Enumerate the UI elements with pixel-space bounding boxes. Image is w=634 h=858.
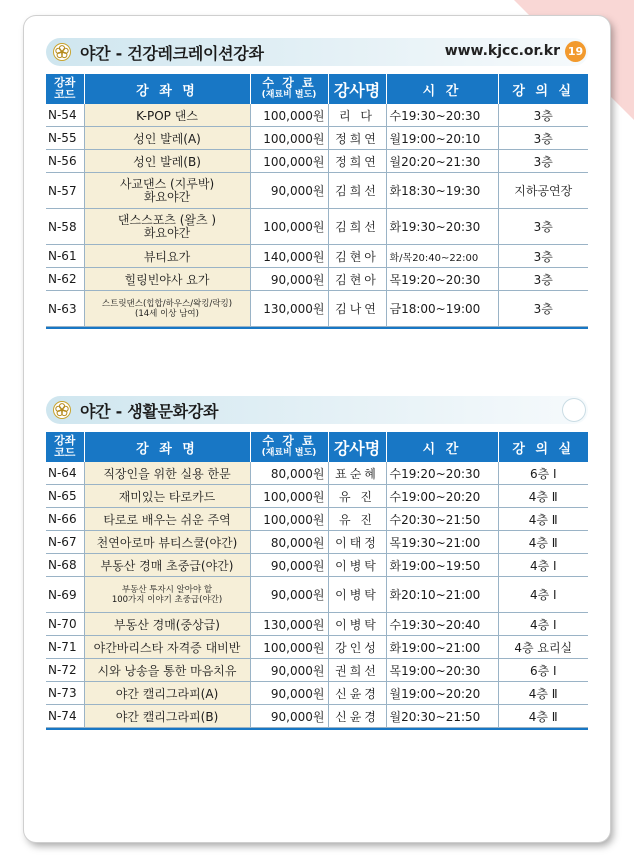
header-fee-line: 수 강 료 [262, 76, 316, 90]
course-code: N-64 [46, 462, 84, 485]
course-name-line: 야간바리스타 자격증 대비반 [93, 640, 241, 655]
class-time: 월19:00~20:20 [386, 682, 498, 705]
classroom: 4층 Ⅱ [498, 682, 588, 705]
course-fee: 100,000원 [250, 127, 328, 150]
course-code: N-62 [46, 268, 84, 291]
course-name [84, 682, 250, 705]
course-fee: 90,000원 [250, 554, 328, 577]
teacher-name: 유 진 [328, 508, 386, 531]
header-fee [250, 74, 328, 104]
classroom: 3층 [498, 127, 588, 150]
course-fee: 140,000원 [250, 245, 328, 268]
course-fee: 90,000원 [250, 268, 328, 291]
course-code: N-70 [46, 613, 84, 636]
classroom: 4층 Ⅱ [498, 531, 588, 554]
section-header [46, 396, 588, 424]
header-fee-note: (재료비 별도) [261, 448, 317, 458]
course-name [84, 577, 250, 613]
section-title: 야간 - 생활문화강좌 [80, 401, 219, 421]
teacher-name: 김희선 [328, 173, 386, 209]
header-code-line: 코드 [54, 88, 76, 101]
classroom: 3층 [498, 104, 588, 127]
table-row [46, 705, 588, 728]
course-name [84, 613, 250, 636]
course-code: N-69 [46, 577, 84, 613]
classroom: 4층 요리실 [498, 636, 588, 659]
website-url: www.kjcc.or.kr [444, 43, 560, 59]
class-time: 월19:00~20:10 [386, 127, 498, 150]
course-code: N-56 [46, 150, 84, 173]
course-name-line: 부동산 경매(중상급) [114, 617, 220, 632]
header-room: 강 의 실 [498, 74, 588, 104]
course-fee: 130,000원 [250, 613, 328, 636]
classroom: 4층 Ⅰ [498, 577, 588, 613]
flower-emblem-icon [52, 42, 72, 62]
table-row [46, 173, 588, 209]
course-code: N-57 [46, 173, 84, 209]
table-row [46, 613, 588, 636]
course-name [84, 104, 250, 127]
header-course-code [46, 74, 84, 104]
course-name-line: 직장인을 위한 실용 한문 [103, 466, 231, 481]
header-room: 강 의 실 [498, 432, 588, 462]
course-name-line: (14세 이상 남여) [135, 308, 199, 319]
table-row [46, 268, 588, 291]
class-time: 수19:20~20:30 [386, 462, 498, 485]
table-bottom-line [46, 327, 588, 329]
teacher-name: 김희선 [328, 209, 386, 245]
teacher-name: 권희선 [328, 659, 386, 682]
course-fee: 100,000원 [250, 636, 328, 659]
table-row [46, 209, 588, 245]
class-time: 월20:30~21:50 [386, 705, 498, 728]
teacher-name: 표순혜 [328, 462, 386, 485]
class-time: 화20:10~21:00 [386, 577, 498, 613]
classroom: 3층 [498, 209, 588, 245]
course-name-line: 야간 캘리그라피(A) [115, 686, 219, 701]
course-code: N-73 [46, 682, 84, 705]
class-time: 수19:30~20:30 [386, 104, 498, 127]
header-course-name: 강 좌 명 [84, 432, 250, 462]
course-fee: 100,000원 [250, 104, 328, 127]
section-lifestyle-culture [46, 396, 588, 730]
table-row [46, 245, 588, 268]
class-time: 화19:30~20:30 [386, 209, 498, 245]
table-row [46, 462, 588, 485]
course-fee: 100,000원 [250, 209, 328, 245]
teacher-name: 이병탁 [328, 554, 386, 577]
table-row [46, 682, 588, 705]
table-row [46, 291, 588, 327]
class-time: 목19:00~20:30 [386, 659, 498, 682]
classroom: 4층 Ⅰ [498, 613, 588, 636]
teacher-name: 리 다 [328, 104, 386, 127]
teacher-name: 신윤경 [328, 705, 386, 728]
teacher-name: 강인성 [328, 636, 386, 659]
course-name-line: 천연아로마 뷰티스쿨(야간) [96, 535, 238, 550]
course-name-line: 성인 발레(A) [133, 131, 201, 146]
page-number-badge: 19 [565, 41, 586, 62]
course-code: N-61 [46, 245, 84, 268]
course-fee: 100,000원 [250, 150, 328, 173]
table-row [46, 485, 588, 508]
table-row [46, 636, 588, 659]
classroom: 4층 Ⅱ [498, 485, 588, 508]
header-teacher: 강사명 [328, 432, 386, 462]
teacher-name: 이태정 [328, 531, 386, 554]
teacher-name: 신윤경 [328, 682, 386, 705]
class-time: 화/목20:40~22:00 [386, 245, 498, 268]
course-name [84, 209, 250, 245]
teacher-name: 김나연 [328, 291, 386, 327]
course-code: N-66 [46, 508, 84, 531]
course-fee: 90,000원 [250, 173, 328, 209]
course-name-line: 화요야간 [143, 189, 191, 204]
course-fee: 80,000원 [250, 462, 328, 485]
teacher-name: 이병탁 [328, 577, 386, 613]
course-name-line: 뷰티요가 [143, 249, 191, 264]
classroom: 6층 Ⅰ [498, 462, 588, 485]
table-row [46, 531, 588, 554]
course-name-line: 100가지 이야기 초중급(야간) [111, 594, 223, 605]
header-end-circle [562, 398, 586, 422]
header-course-name: 강 좌 명 [84, 74, 250, 104]
teacher-name: 유 진 [328, 485, 386, 508]
classroom: 3층 [498, 150, 588, 173]
course-code: N-67 [46, 531, 84, 554]
table-bottom-line [46, 728, 588, 730]
course-name [84, 150, 250, 173]
header-code-line: 강좌 [54, 76, 76, 89]
section-health-recreation [46, 38, 588, 329]
classroom: 지하공연장 [498, 173, 588, 209]
teacher-name: 정희연 [328, 150, 386, 173]
class-time: 수20:30~21:50 [386, 508, 498, 531]
course-name-line: 사교댄스 (지루박) [119, 176, 215, 191]
course-table [46, 74, 588, 327]
course-name-line: 부동산 투자시 알아야 할 [121, 584, 213, 595]
table-row [46, 659, 588, 682]
course-name [84, 636, 250, 659]
header-teacher: 강사명 [328, 74, 386, 104]
class-time: 화19:00~21:00 [386, 636, 498, 659]
table-row [46, 554, 588, 577]
section-header [46, 38, 588, 66]
table-row [46, 508, 588, 531]
course-name [84, 659, 250, 682]
classroom: 3층 [498, 291, 588, 327]
section-title: 야간 - 건강레크레이션강좌 [80, 43, 264, 63]
course-code: N-72 [46, 659, 84, 682]
course-name [84, 268, 250, 291]
header-code-line: 강좌 [54, 434, 76, 447]
course-fee: 80,000원 [250, 531, 328, 554]
course-name [84, 173, 250, 209]
course-name-line: 힐링빈야사 요가 [124, 272, 210, 287]
header-course-code [46, 432, 84, 462]
course-table [46, 432, 588, 728]
course-name-line: 야간 캘리그라피(B) [115, 709, 219, 724]
course-code: N-55 [46, 127, 84, 150]
course-fee: 90,000원 [250, 577, 328, 613]
course-fee: 90,000원 [250, 659, 328, 682]
course-name [84, 245, 250, 268]
course-name [84, 291, 250, 327]
class-time: 화19:00~19:50 [386, 554, 498, 577]
course-fee: 130,000원 [250, 291, 328, 327]
course-code: N-65 [46, 485, 84, 508]
class-time: 화18:30~19:30 [386, 173, 498, 209]
course-fee: 90,000원 [250, 682, 328, 705]
course-code: N-68 [46, 554, 84, 577]
course-name-line: 화요야간 [143, 225, 191, 240]
course-name-line: 성인 발레(B) [133, 154, 201, 169]
header-time: 시 간 [386, 432, 498, 462]
classroom: 4층 Ⅱ [498, 508, 588, 531]
table-row [46, 104, 588, 127]
teacher-name: 김현아 [328, 268, 386, 291]
course-name-line: 댄스스포츠 (왈츠 ) [117, 212, 217, 227]
table-row [46, 127, 588, 150]
class-time: 수19:00~20:20 [386, 485, 498, 508]
table-row [46, 150, 588, 173]
course-name [84, 554, 250, 577]
course-name-line: K-POP 댄스 [136, 108, 198, 123]
flower-emblem-icon [52, 400, 72, 420]
classroom: 3층 [498, 268, 588, 291]
classroom: 4층 Ⅰ [498, 554, 588, 577]
course-fee: 100,000원 [250, 508, 328, 531]
header-fee-line: 수 강 료 [262, 434, 316, 448]
class-time: 목19:30~21:00 [386, 531, 498, 554]
course-name-line: 부동산 경매 초중급(야간) [100, 558, 234, 573]
course-name [84, 462, 250, 485]
course-code: N-71 [46, 636, 84, 659]
table-row [46, 577, 588, 613]
header-fee-note: (재료비 별도) [261, 90, 317, 100]
class-time: 수19:30~20:40 [386, 613, 498, 636]
course-name-line: 재미있는 타로카드 [118, 489, 216, 504]
course-code: N-54 [46, 104, 84, 127]
course-name [84, 485, 250, 508]
teacher-name: 이병탁 [328, 613, 386, 636]
classroom: 4층 Ⅱ [498, 705, 588, 728]
course-code: N-74 [46, 705, 84, 728]
class-time: 목19:20~20:30 [386, 268, 498, 291]
course-code: N-63 [46, 291, 84, 327]
course-name [84, 705, 250, 728]
class-time: 금18:00~19:00 [386, 291, 498, 327]
course-fee: 100,000원 [250, 485, 328, 508]
course-name [84, 531, 250, 554]
teacher-name: 정희연 [328, 127, 386, 150]
course-code: N-58 [46, 209, 84, 245]
course-name [84, 127, 250, 150]
course-name [84, 508, 250, 531]
course-name-line: 타로로 배우는 쉬운 주역 [103, 512, 231, 527]
teacher-name: 김현아 [328, 245, 386, 268]
header-fee [250, 432, 328, 462]
course-fee: 90,000원 [250, 705, 328, 728]
header-time: 시 간 [386, 74, 498, 104]
header-code-line: 코드 [54, 446, 76, 459]
course-name-line: 스트릿댄스(힙합/하우스/왁킹/락킹) [101, 298, 233, 309]
classroom: 3층 [498, 245, 588, 268]
classroom: 6층 Ⅰ [498, 659, 588, 682]
class-time: 월20:20~21:30 [386, 150, 498, 173]
course-name-line: 시와 낭송을 통한 마음치유 [97, 663, 237, 678]
